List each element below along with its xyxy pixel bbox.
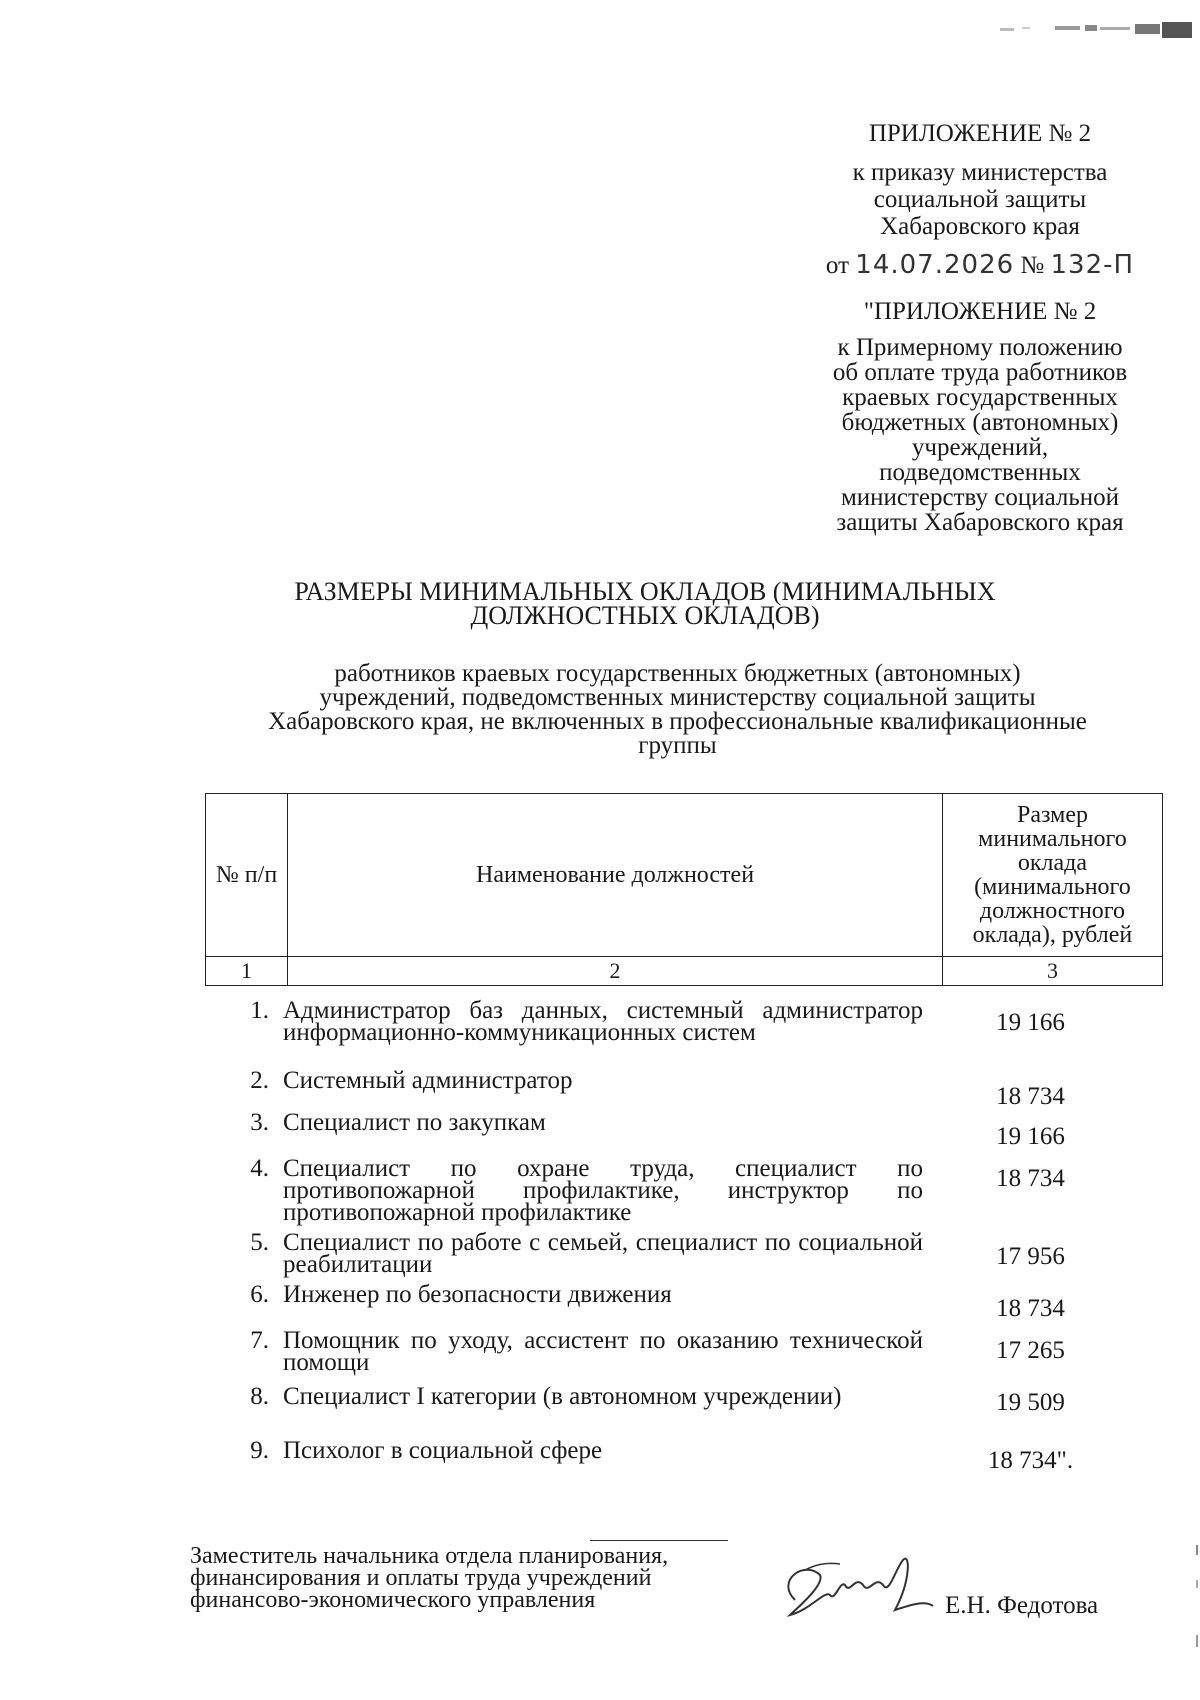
subtitle-line: учреждений, подведомственных министерству социальной защиты [319, 684, 1036, 711]
position-name: Специалист по работе с семьей, специалист по социальной реабилитации [283, 1229, 923, 1278]
row-number: 6. [250, 1281, 269, 1308]
col-header-salary: Размер минимального оклада (минимального должностного оклада), рублей [942, 794, 1162, 957]
signature-block [190, 1545, 750, 1611]
signer-title-line: Заместитель начальника отдела планирования, [190, 1543, 669, 1569]
salary-value: 17 956 [996, 1243, 1065, 1270]
position-name: Психолог в социальной сфере [283, 1437, 603, 1464]
position-name: Системный администратор [283, 1067, 573, 1094]
col-number-label: 3 [942, 957, 1162, 986]
table-row [205, 1155, 1165, 1232]
annex-line: социальной защиты [873, 186, 1087, 213]
position-name: Инженер по безопасности движения [283, 1281, 672, 1308]
annex-line: к приказу министерства [852, 159, 1108, 186]
scan-edge-marks [1194, 1540, 1200, 1700]
signer-title-line: финансирования и оплаты труда учреждений [190, 1565, 652, 1591]
col-header-position: Наименование должностей [288, 794, 943, 957]
subtitle-line: Хабаровского края, не включенных в профессиональные квалификационные [268, 708, 1087, 735]
salary-table-header [205, 793, 1163, 986]
subtitle-line: группы [638, 732, 717, 759]
row-number: 4. [250, 1155, 269, 1182]
position-name: Администратор баз данных, системный администратор информационно-коммуникационных систем [283, 997, 923, 1046]
salary-value: 18 734 [996, 1083, 1065, 1110]
quoted-annex-line: об оплате труда работников [832, 359, 1128, 386]
table-row [205, 1383, 1165, 1440]
salary-value: 19 509 [996, 1389, 1065, 1416]
date-prefix: от [825, 252, 850, 279]
quoted-annex-line: краевых государственных [842, 384, 1118, 411]
title-line: ДОЛЖНОСТНЫХ ОКЛАДОВ) [470, 601, 820, 630]
position-name: Специалист по охране труда, специалист по противопожарной профилактике, инструктор по противопожарной профилактике [283, 1155, 923, 1226]
table-row [205, 1437, 1165, 1490]
salary-value: 19 166 [996, 1009, 1065, 1036]
annex-heading: ПРИЛОЖЕНИЕ № 2 [868, 120, 1092, 147]
signer-title-line: финансово-экономического управления [190, 1587, 596, 1613]
divider-line [590, 1540, 728, 1541]
table-row [205, 1327, 1165, 1386]
document-title [205, 577, 1085, 630]
row-number: 2. [250, 1067, 269, 1094]
handwritten-signature [765, 1540, 945, 1630]
row-number: 8. [250, 1383, 269, 1410]
col-number-label: 1 [206, 957, 288, 986]
position-name: Специалист I категории (в автономном учреждении) [283, 1383, 842, 1410]
annex-line: Хабаровского края [880, 213, 1080, 240]
position-name: Помощник по уходу, ассистент по оказанию технической помощи [283, 1327, 923, 1376]
position-name: Специалист по закупкам [283, 1109, 546, 1136]
quoted-annex-header [805, 298, 1155, 535]
document-subtitle [205, 662, 1150, 758]
subtitle-line: работников краевых государственных бюджетных (автономных) [334, 660, 1021, 687]
salary-value: 19 166 [996, 1123, 1065, 1150]
title-line: РАЗМЕРЫ МИНИМАЛЬНЫХ ОКЛАДОВ (МИНИМАЛЬНЫХ [294, 577, 996, 606]
row-number: 5. [250, 1229, 269, 1256]
scan-artifact [1000, 18, 1200, 48]
salary-value: 18 734 [996, 1295, 1065, 1322]
quoted-annex-line: защиты Хабаровского края [836, 509, 1124, 536]
quoted-annex-line: к Примерному положению [837, 334, 1123, 361]
annex-header [820, 120, 1140, 279]
row-number: 1. [250, 997, 269, 1024]
table-row [205, 997, 1165, 1070]
table-row [205, 1281, 1165, 1330]
handwritten-number: 132-П [1050, 250, 1135, 280]
col-number-label: 2 [288, 957, 943, 986]
quoted-annex-heading: "ПРИЛОЖЕНИЕ № 2 [863, 298, 1097, 325]
table-row [205, 1229, 1165, 1284]
signer-name: Е.Н. Федотова [945, 1592, 1099, 1619]
salary-value: 18 734 [996, 1165, 1065, 1192]
table-row [205, 1109, 1165, 1158]
salary-table-body [205, 997, 1165, 1490]
salary-value: 18 734". [987, 1447, 1074, 1474]
quoted-annex-line: учреждений, [911, 434, 1049, 461]
handwritten-date: 14.07.2026 [855, 250, 1015, 280]
quoted-annex-line: подведомственных [879, 459, 1081, 486]
quoted-annex-line: министерству социальной [840, 484, 1120, 511]
col-header-number: № п/п [206, 794, 288, 957]
salary-value: 17 265 [996, 1337, 1065, 1364]
row-number: 9. [250, 1437, 269, 1464]
number-prefix: № [1020, 252, 1045, 279]
quoted-annex-line: бюджетных (автономных) [841, 409, 1119, 436]
order-date-line [820, 252, 1140, 279]
row-number: 3. [250, 1109, 269, 1136]
table-row [205, 1067, 1165, 1112]
row-number: 7. [250, 1327, 269, 1354]
